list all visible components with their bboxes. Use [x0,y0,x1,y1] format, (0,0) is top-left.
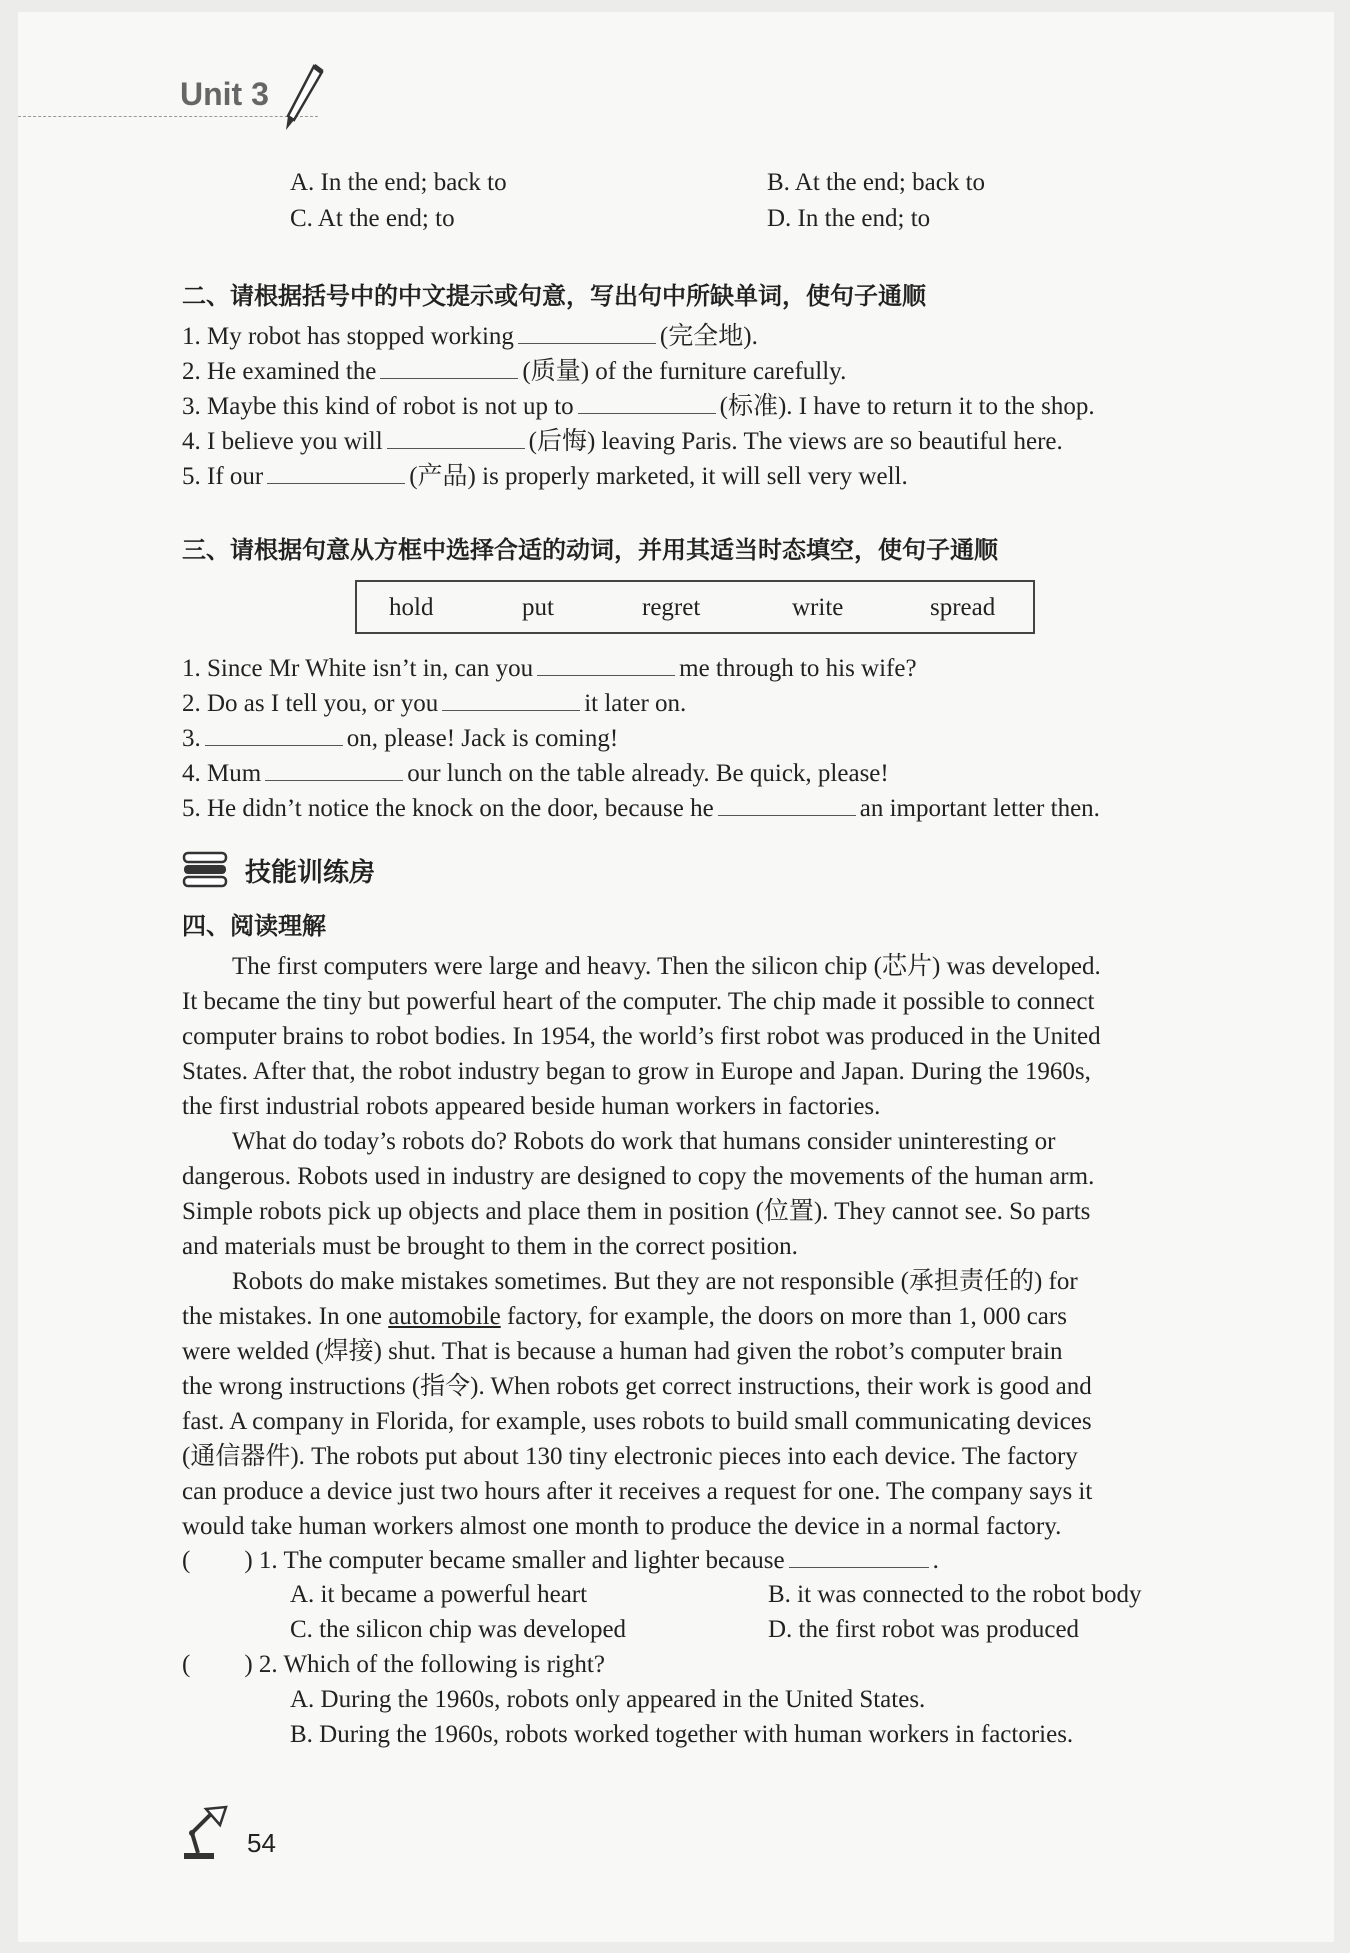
underlined-word: automobile [388,1303,501,1330]
answer-blank[interactable] [789,1545,929,1568]
q1-option-a: A. it became a powerful heart [290,1581,588,1608]
question-stem: 2. Which of the following is right? [258,1651,605,1678]
answer-blank[interactable] [380,356,518,379]
passage-line: the wrong instructions (指令). When robots get correct instructions, their work is good and [182,1373,1092,1400]
question-end: . [932,1547,939,1574]
passage-line: and materials must be brought to them in the correct position. [182,1233,798,1260]
answer-blank[interactable] [387,426,525,449]
unit-header: Unit 3 [180,76,269,112]
header-divider [18,116,318,117]
question-stem: 1. The computer became smaller and lighter because [258,1547,785,1574]
fill-item [182,391,1095,422]
passage-text: the mistakes. In one [182,1303,389,1330]
item-text: 5. He didn’t notice the knock on the door, because he [182,795,714,822]
passage-line: would take human workers almost one month to produce the device in a normal factory. [182,1513,1062,1540]
q1-option-b: B. it was connected to the robot body [768,1581,1142,1608]
item-text: 5. If our [182,463,264,490]
passage-line: Robots do make mistakes sometimes. But they are not responsible (承担责任的) for [232,1268,1078,1295]
item-text: 1. My robot has stopped working [182,323,514,350]
item-text: (产品) is properly marketed, it will sell very well. [409,463,908,490]
fill-item [182,653,917,684]
passage-line: What do today’s robots do? Robots do work that humans consider uninteresting or [232,1128,1056,1155]
item-text: on, please! Jack is coming! [346,725,619,752]
answer-blank[interactable] [205,723,343,746]
item-text: 4. I believe you will [182,428,383,455]
item-text: me through to his wife? [679,655,917,682]
page-number: 54 [247,1828,276,1858]
question-1 [182,1545,939,1576]
passage-line: the first industrial robots appeared beside human workers in factories. [182,1093,881,1120]
item-text: 3. [182,725,201,752]
item-text: our lunch on the table already. Be quick, please! [407,760,889,787]
answer-blank[interactable] [265,758,403,781]
passage-line: (通信器件). The robots put about 130 tiny electronic pieces into each device. The factory [182,1443,1078,1470]
word-option: write [792,594,844,621]
section-4-title: 四、阅读理解 [182,912,326,940]
passage-line: fast. A company in Florida, for example, uses robots to build small communicating devices [182,1408,1092,1435]
passage-line: The first computers were large and heavy. Then the silicon chip (芯片) was developed. [232,953,1101,980]
section-2-title: 二、请根据括号中的中文提示或句意，写出句中所缺单词，使句子通顺 [182,282,926,310]
passage-line: can produce a device just two hours after it receives a request for one. The company says it [182,1478,1093,1505]
option-b: B. At the end; back to [767,169,986,196]
answer-blank[interactable] [537,653,675,676]
passage-line: computer brains to robot bodies. In 1954, the world’s first robot was produced in the United [182,1023,1101,1050]
item-text: 4. Mum [182,760,262,787]
item-text: (标准). I have to return it to the shop. [719,393,1095,420]
answer-paren-close: ) [244,1651,253,1678]
passage-line: It became the tiny but powerful heart of the computer. The chip made it possible to connect [182,988,1095,1015]
answer-blank[interactable] [518,321,656,344]
word-option: regret [642,594,701,621]
passage-line: States. After that, the robot industry began to grow in Europe and Japan. During the 1960s, [182,1058,1091,1085]
desk-lamp-icon [180,1803,240,1868]
fill-item [182,356,846,387]
word-option: hold [389,594,434,621]
answer-blank[interactable] [578,391,716,414]
item-text: 2. Do as I tell you, or you [182,690,439,717]
item-text: 1. Since Mr White isn’t in, can you [182,655,534,682]
item-text: it later on. [584,690,687,717]
item-text: (完全地). [659,323,758,350]
item-text: 3. Maybe this kind of robot is not up to [182,393,574,420]
passage-text: factory, for example, the doors on more than 1, 000 cars [500,1303,1067,1330]
fill-item [182,723,618,754]
option-c: C. At the end; to [290,205,455,232]
option-a: A. In the end; back to [290,169,507,196]
fill-item [182,758,889,789]
answer-paren-open: ( [182,1651,191,1678]
item-text: an important letter then. [859,795,1100,822]
pen-icon [280,62,326,137]
answer-blank[interactable] [442,688,580,711]
q1-option-c: C. the silicon chip was developed [290,1616,627,1643]
book-stack-icon [182,851,228,894]
word-option: put [522,594,554,621]
q2-option-a: A. During the 1960s, robots only appeared in the United States. [290,1686,926,1713]
skills-section-title: 技能训练房 [245,858,376,888]
word-option: spread [930,594,996,621]
word-bank [355,580,1035,634]
fill-item [182,793,1100,824]
fill-item [182,321,758,352]
answer-paren-close: ) [244,1547,253,1574]
item-text: (质量) of the furniture carefully. [522,358,847,385]
passage-line: dangerous. Robots used in industry are designed to copy the movements of the human arm. [182,1163,1095,1190]
answer-paren-open: ( [182,1547,191,1574]
option-d: D. In the end; to [767,205,931,232]
passage-line [182,1299,1067,1334]
section-3-title: 三、请根据句意从方框中选择合适的动词，并用其适当时态填空，使句子通顺 [182,536,998,564]
passage-line: Simple robots pick up objects and place them in position (位置). They cannot see. So parts [182,1198,1091,1225]
item-text: 2. He examined the [182,358,377,385]
item-text: (后悔) leaving Paris. The views are so beautiful here. [528,428,1063,455]
question-2 [182,1650,605,1680]
fill-item [182,688,686,719]
answer-blank[interactable] [718,793,856,816]
answer-blank[interactable] [267,461,405,484]
fill-item [182,426,1063,457]
q2-option-b: B. During the 1960s, robots worked together with human workers in factories. [290,1721,1074,1748]
q1-option-d: D. the first robot was produced [768,1616,1080,1643]
fill-item [182,461,908,492]
passage-line: were welded (焊接) shut. That is because a human had given the robot’s computer brain [182,1338,1063,1365]
